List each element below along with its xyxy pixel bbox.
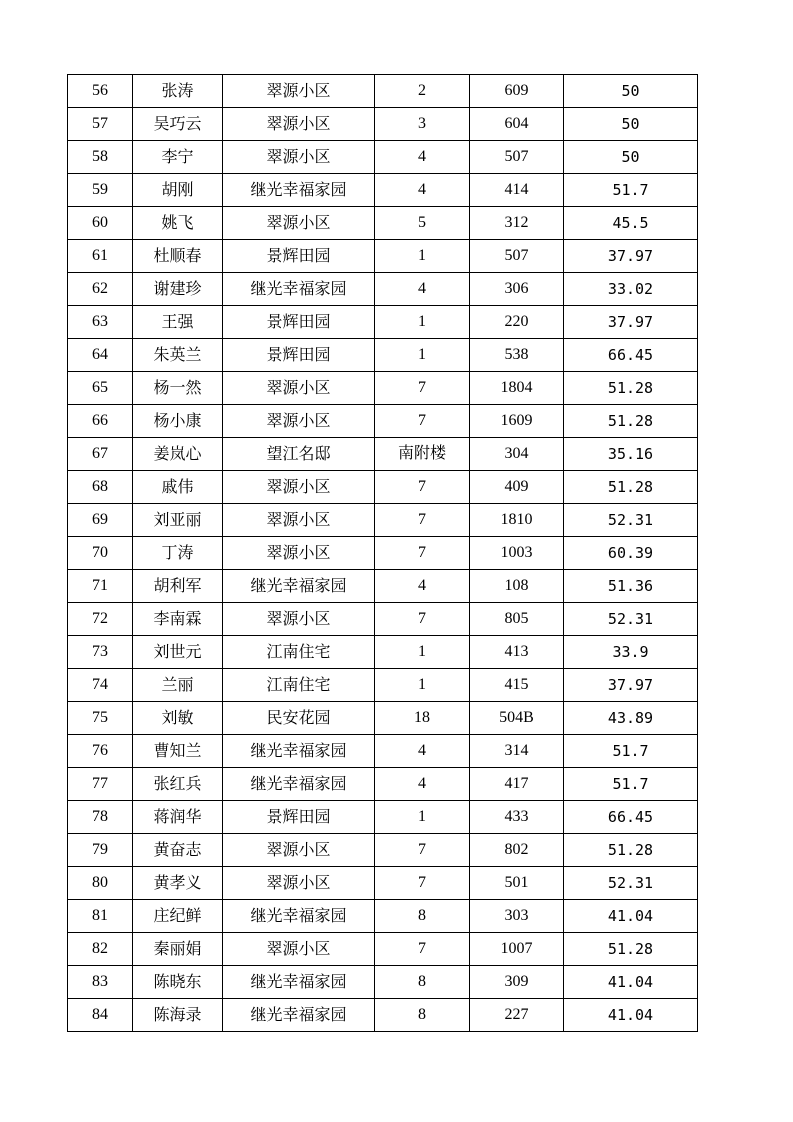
name-cell: 陈海录 (133, 999, 223, 1032)
community-cell: 民安花园 (223, 702, 375, 735)
community-cell: 翠源小区 (223, 867, 375, 900)
building-cell: 7 (375, 504, 470, 537)
room-cell: 609 (470, 75, 564, 108)
table-row (68, 240, 698, 273)
building-cell: 1 (375, 240, 470, 273)
building-cell: 2 (375, 75, 470, 108)
community-cell: 江南住宅 (223, 636, 375, 669)
table-row (68, 966, 698, 999)
name-cell: 刘世元 (133, 636, 223, 669)
name-cell: 黄奋志 (133, 834, 223, 867)
table-row (68, 933, 698, 966)
community-cell: 继光幸福家园 (223, 999, 375, 1032)
area-cell: 66.45 (564, 339, 698, 372)
name-cell: 秦丽娟 (133, 933, 223, 966)
row-number-cell: 57 (68, 108, 133, 141)
name-cell: 杜顺春 (133, 240, 223, 273)
table-row (68, 471, 698, 504)
building-cell: 7 (375, 867, 470, 900)
room-cell: 312 (470, 207, 564, 240)
table-row (68, 273, 698, 306)
community-cell: 继光幸福家园 (223, 966, 375, 999)
name-cell: 胡刚 (133, 174, 223, 207)
room-cell: 409 (470, 471, 564, 504)
community-cell: 继光幸福家园 (223, 273, 375, 306)
community-cell: 翠源小区 (223, 405, 375, 438)
table-row (68, 570, 698, 603)
building-cell: 7 (375, 933, 470, 966)
community-cell: 翠源小区 (223, 207, 375, 240)
row-number-cell: 82 (68, 933, 133, 966)
building-cell: 1 (375, 636, 470, 669)
area-cell: 37.97 (564, 669, 698, 702)
row-number-cell: 78 (68, 801, 133, 834)
room-cell: 1609 (470, 405, 564, 438)
building-cell: 4 (375, 273, 470, 306)
area-cell: 35.16 (564, 438, 698, 471)
area-cell: 51.28 (564, 471, 698, 504)
community-cell: 继光幸福家园 (223, 900, 375, 933)
area-cell: 51.7 (564, 174, 698, 207)
room-cell: 604 (470, 108, 564, 141)
room-cell: 417 (470, 768, 564, 801)
building-cell: 7 (375, 603, 470, 636)
row-number-cell: 72 (68, 603, 133, 636)
name-cell: 姜岚心 (133, 438, 223, 471)
name-cell: 刘亚丽 (133, 504, 223, 537)
row-number-cell: 63 (68, 306, 133, 339)
row-number-cell: 80 (68, 867, 133, 900)
row-number-cell: 69 (68, 504, 133, 537)
building-cell: 7 (375, 471, 470, 504)
community-cell: 翠源小区 (223, 141, 375, 174)
name-cell: 杨一然 (133, 372, 223, 405)
table-row (68, 207, 698, 240)
area-cell: 45.5 (564, 207, 698, 240)
table-row (68, 438, 698, 471)
table-row (68, 108, 698, 141)
area-cell: 33.9 (564, 636, 698, 669)
area-cell: 52.31 (564, 867, 698, 900)
name-cell: 戚伟 (133, 471, 223, 504)
area-cell: 51.36 (564, 570, 698, 603)
room-cell: 501 (470, 867, 564, 900)
area-cell: 51.28 (564, 405, 698, 438)
community-cell: 翠源小区 (223, 834, 375, 867)
table-row (68, 75, 698, 108)
room-cell: 1007 (470, 933, 564, 966)
room-cell: 1804 (470, 372, 564, 405)
name-cell: 吴巧云 (133, 108, 223, 141)
table-row (68, 339, 698, 372)
building-cell: 8 (375, 999, 470, 1032)
community-cell: 翠源小区 (223, 537, 375, 570)
community-cell: 景辉田园 (223, 801, 375, 834)
community-cell: 翠源小区 (223, 75, 375, 108)
area-cell: 52.31 (564, 504, 698, 537)
area-cell: 51.7 (564, 735, 698, 768)
row-number-cell: 66 (68, 405, 133, 438)
room-cell: 314 (470, 735, 564, 768)
table-row (68, 636, 698, 669)
name-cell: 张红兵 (133, 768, 223, 801)
building-cell: 4 (375, 768, 470, 801)
area-cell: 50 (564, 141, 698, 174)
room-cell: 507 (470, 141, 564, 174)
community-cell: 景辉田园 (223, 240, 375, 273)
name-cell: 张涛 (133, 75, 223, 108)
room-cell: 108 (470, 570, 564, 603)
row-number-cell: 79 (68, 834, 133, 867)
community-cell: 继光幸福家园 (223, 570, 375, 603)
area-cell: 51.28 (564, 372, 698, 405)
room-cell: 538 (470, 339, 564, 372)
building-cell: 4 (375, 735, 470, 768)
community-cell: 江南住宅 (223, 669, 375, 702)
table-row (68, 306, 698, 339)
community-cell: 景辉田园 (223, 339, 375, 372)
building-cell: 1 (375, 801, 470, 834)
building-cell: 18 (375, 702, 470, 735)
room-cell: 304 (470, 438, 564, 471)
row-number-cell: 59 (68, 174, 133, 207)
name-cell: 曹知兰 (133, 735, 223, 768)
building-cell: 7 (375, 372, 470, 405)
name-cell: 杨小康 (133, 405, 223, 438)
row-number-cell: 61 (68, 240, 133, 273)
building-cell: 4 (375, 141, 470, 174)
building-cell: 1 (375, 306, 470, 339)
area-cell: 51.7 (564, 768, 698, 801)
area-cell: 51.28 (564, 834, 698, 867)
name-cell: 姚飞 (133, 207, 223, 240)
row-number-cell: 70 (68, 537, 133, 570)
room-cell: 802 (470, 834, 564, 867)
name-cell: 蒋润华 (133, 801, 223, 834)
area-cell: 51.28 (564, 933, 698, 966)
table-row (68, 801, 698, 834)
table-row (68, 174, 698, 207)
community-cell: 翠源小区 (223, 108, 375, 141)
area-cell: 33.02 (564, 273, 698, 306)
community-cell: 翠源小区 (223, 504, 375, 537)
room-cell: 415 (470, 669, 564, 702)
building-cell: 7 (375, 405, 470, 438)
community-cell: 继光幸福家园 (223, 768, 375, 801)
row-number-cell: 60 (68, 207, 133, 240)
name-cell: 陈晓东 (133, 966, 223, 999)
area-cell: 41.04 (564, 900, 698, 933)
room-cell: 414 (470, 174, 564, 207)
community-cell: 翠源小区 (223, 603, 375, 636)
community-cell: 继光幸福家园 (223, 174, 375, 207)
table-row (68, 768, 698, 801)
table-row (68, 405, 698, 438)
area-cell: 43.89 (564, 702, 698, 735)
room-cell: 220 (470, 306, 564, 339)
community-cell: 翠源小区 (223, 471, 375, 504)
name-cell: 庄纪鲜 (133, 900, 223, 933)
table-row (68, 999, 698, 1032)
name-cell: 王强 (133, 306, 223, 339)
room-cell: 303 (470, 900, 564, 933)
room-cell: 1810 (470, 504, 564, 537)
row-number-cell: 84 (68, 999, 133, 1032)
table-row (68, 900, 698, 933)
row-number-cell: 83 (68, 966, 133, 999)
table-row (68, 735, 698, 768)
community-cell: 景辉田园 (223, 306, 375, 339)
room-cell: 309 (470, 966, 564, 999)
room-cell: 1003 (470, 537, 564, 570)
row-number-cell: 56 (68, 75, 133, 108)
room-cell: 227 (470, 999, 564, 1032)
row-number-cell: 71 (68, 570, 133, 603)
room-cell: 805 (470, 603, 564, 636)
community-cell: 翠源小区 (223, 933, 375, 966)
building-cell: 南附楼 (375, 438, 470, 471)
name-cell: 丁涛 (133, 537, 223, 570)
name-cell: 黄孝义 (133, 867, 223, 900)
area-cell: 41.04 (564, 999, 698, 1032)
name-cell: 李南霖 (133, 603, 223, 636)
row-number-cell: 62 (68, 273, 133, 306)
roster-table-body (68, 75, 698, 1032)
area-cell: 60.39 (564, 537, 698, 570)
table-row (68, 669, 698, 702)
table-row (68, 372, 698, 405)
room-cell: 504B (470, 702, 564, 735)
table-row (68, 867, 698, 900)
table-row (68, 603, 698, 636)
row-number-cell: 77 (68, 768, 133, 801)
row-number-cell: 68 (68, 471, 133, 504)
area-cell: 41.04 (564, 966, 698, 999)
building-cell: 3 (375, 108, 470, 141)
name-cell: 谢建珍 (133, 273, 223, 306)
table-row (68, 141, 698, 174)
table-row (68, 537, 698, 570)
area-cell: 66.45 (564, 801, 698, 834)
row-number-cell: 81 (68, 900, 133, 933)
name-cell: 朱英兰 (133, 339, 223, 372)
table-row (68, 504, 698, 537)
community-cell: 翠源小区 (223, 372, 375, 405)
building-cell: 7 (375, 834, 470, 867)
name-cell: 李宁 (133, 141, 223, 174)
building-cell: 7 (375, 537, 470, 570)
row-number-cell: 76 (68, 735, 133, 768)
row-number-cell: 73 (68, 636, 133, 669)
building-cell: 8 (375, 900, 470, 933)
row-number-cell: 67 (68, 438, 133, 471)
building-cell: 8 (375, 966, 470, 999)
table-row (68, 834, 698, 867)
room-cell: 433 (470, 801, 564, 834)
name-cell: 刘敏 (133, 702, 223, 735)
row-number-cell: 74 (68, 669, 133, 702)
row-number-cell: 65 (68, 372, 133, 405)
building-cell: 4 (375, 570, 470, 603)
area-cell: 37.97 (564, 240, 698, 273)
row-number-cell: 58 (68, 141, 133, 174)
building-cell: 1 (375, 339, 470, 372)
building-cell: 1 (375, 669, 470, 702)
community-cell: 望江名邸 (223, 438, 375, 471)
roster-table (67, 74, 698, 1032)
area-cell: 52.31 (564, 603, 698, 636)
room-cell: 507 (470, 240, 564, 273)
table-row (68, 702, 698, 735)
name-cell: 胡利军 (133, 570, 223, 603)
row-number-cell: 64 (68, 339, 133, 372)
room-cell: 413 (470, 636, 564, 669)
building-cell: 4 (375, 174, 470, 207)
building-cell: 5 (375, 207, 470, 240)
area-cell: 37.97 (564, 306, 698, 339)
area-cell: 50 (564, 108, 698, 141)
community-cell: 继光幸福家园 (223, 735, 375, 768)
room-cell: 306 (470, 273, 564, 306)
row-number-cell: 75 (68, 702, 133, 735)
area-cell: 50 (564, 75, 698, 108)
name-cell: 兰丽 (133, 669, 223, 702)
